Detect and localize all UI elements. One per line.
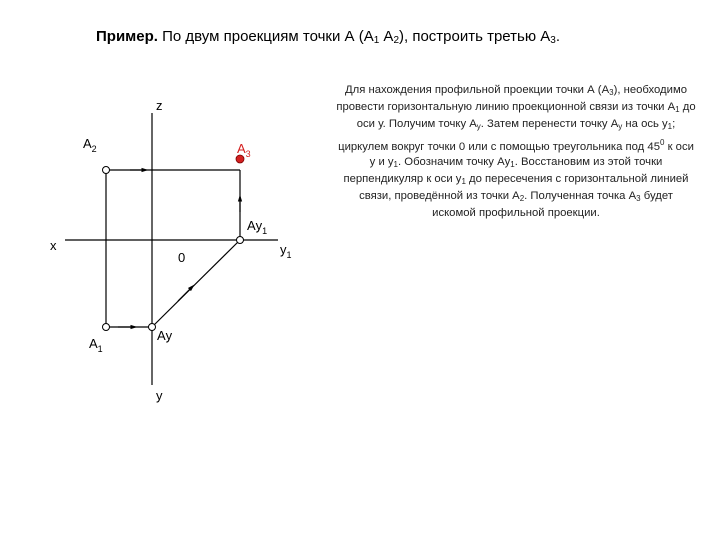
title-text-2: А — [379, 28, 394, 45]
label-y1 — [280, 242, 292, 260]
label-a2-sub: 2 — [91, 144, 97, 154]
label-a1-sub: 1 — [97, 344, 103, 354]
desc-sub: 1 — [510, 159, 515, 169]
desc-sub: 3 — [636, 194, 641, 204]
desc-sub: 2 — [519, 194, 525, 204]
desc-sub: 1 — [461, 177, 466, 187]
desc-sup: 0 — [659, 137, 665, 147]
desc-part: . Обозначим точку Аy — [398, 155, 511, 168]
point-a2 — [103, 167, 110, 174]
desc-part: ; циркулем вокруг точки 0 или с помощью треугольника под 45 — [338, 118, 676, 153]
title-text: По двум проекциям точки А (А — [157, 28, 374, 45]
description-text — [336, 83, 696, 222]
point-a3 — [236, 155, 244, 163]
desc-part: . Полученная точка А — [524, 190, 637, 203]
desc-sub: 1 — [667, 122, 673, 132]
desc-part: на ось у — [622, 118, 668, 131]
label-origin: 0 — [178, 250, 186, 265]
label-a2-letter: А — [83, 136, 92, 151]
point-ay1 — [237, 237, 244, 244]
desc-sub: 3 — [609, 88, 614, 97]
desc-part: ), необходимо провести горизонтальную линию проекционной связи из точки А — [336, 84, 688, 114]
desc-part: до оси у. Получим точку А — [356, 101, 696, 131]
label-y: y — [156, 388, 163, 403]
label-ay: Аy — [157, 328, 173, 343]
title-text-3: ), построить третью А — [399, 28, 551, 45]
point-ay — [149, 324, 156, 331]
label-ay1-text: Аy — [247, 218, 263, 233]
link-ay-ay1 — [152, 240, 240, 327]
desc-part: к оси у и у — [369, 140, 694, 168]
label-a1 — [89, 336, 103, 354]
title-text-4: . — [555, 28, 560, 45]
label-ay1-sub: 1 — [262, 226, 268, 236]
label-a3-letter: А — [237, 141, 246, 156]
arrow-diagonal — [178, 287, 192, 301]
label-x: x — [50, 238, 57, 253]
label-a2 — [83, 136, 97, 154]
desc-sub: 1 — [393, 159, 398, 169]
title-sub-3: 3 — [550, 35, 556, 46]
desc-part: будет искомой профильной проекции. — [432, 190, 673, 220]
desc-part: до пересечения с горизонтальной линией связи, проведённой из точки А — [359, 173, 689, 203]
label-z: z — [156, 98, 163, 113]
title-sub-2: 2 — [393, 35, 400, 46]
label-y1-letter: y — [280, 242, 287, 257]
desc-part: . Затем перенести точку А — [480, 118, 619, 131]
label-a3-sub: 3 — [245, 149, 251, 159]
label-ay1 — [247, 218, 267, 236]
desc-part: . Восстановим из этой точки перпендикуляр к оси у — [343, 155, 663, 186]
label-a1-letter: А — [89, 336, 98, 351]
desc-sub: у — [618, 122, 623, 132]
title-sub-1: 1 — [373, 35, 380, 46]
desc-sub: у — [476, 122, 481, 132]
label-y1-sub: 1 — [286, 250, 292, 260]
point-a1 — [103, 324, 110, 331]
desc-sub: 1 — [675, 105, 680, 115]
title-bold: Пример. — [96, 28, 158, 45]
desc-part: Для нахождения профильной проекции точки А (А — [344, 84, 610, 96]
